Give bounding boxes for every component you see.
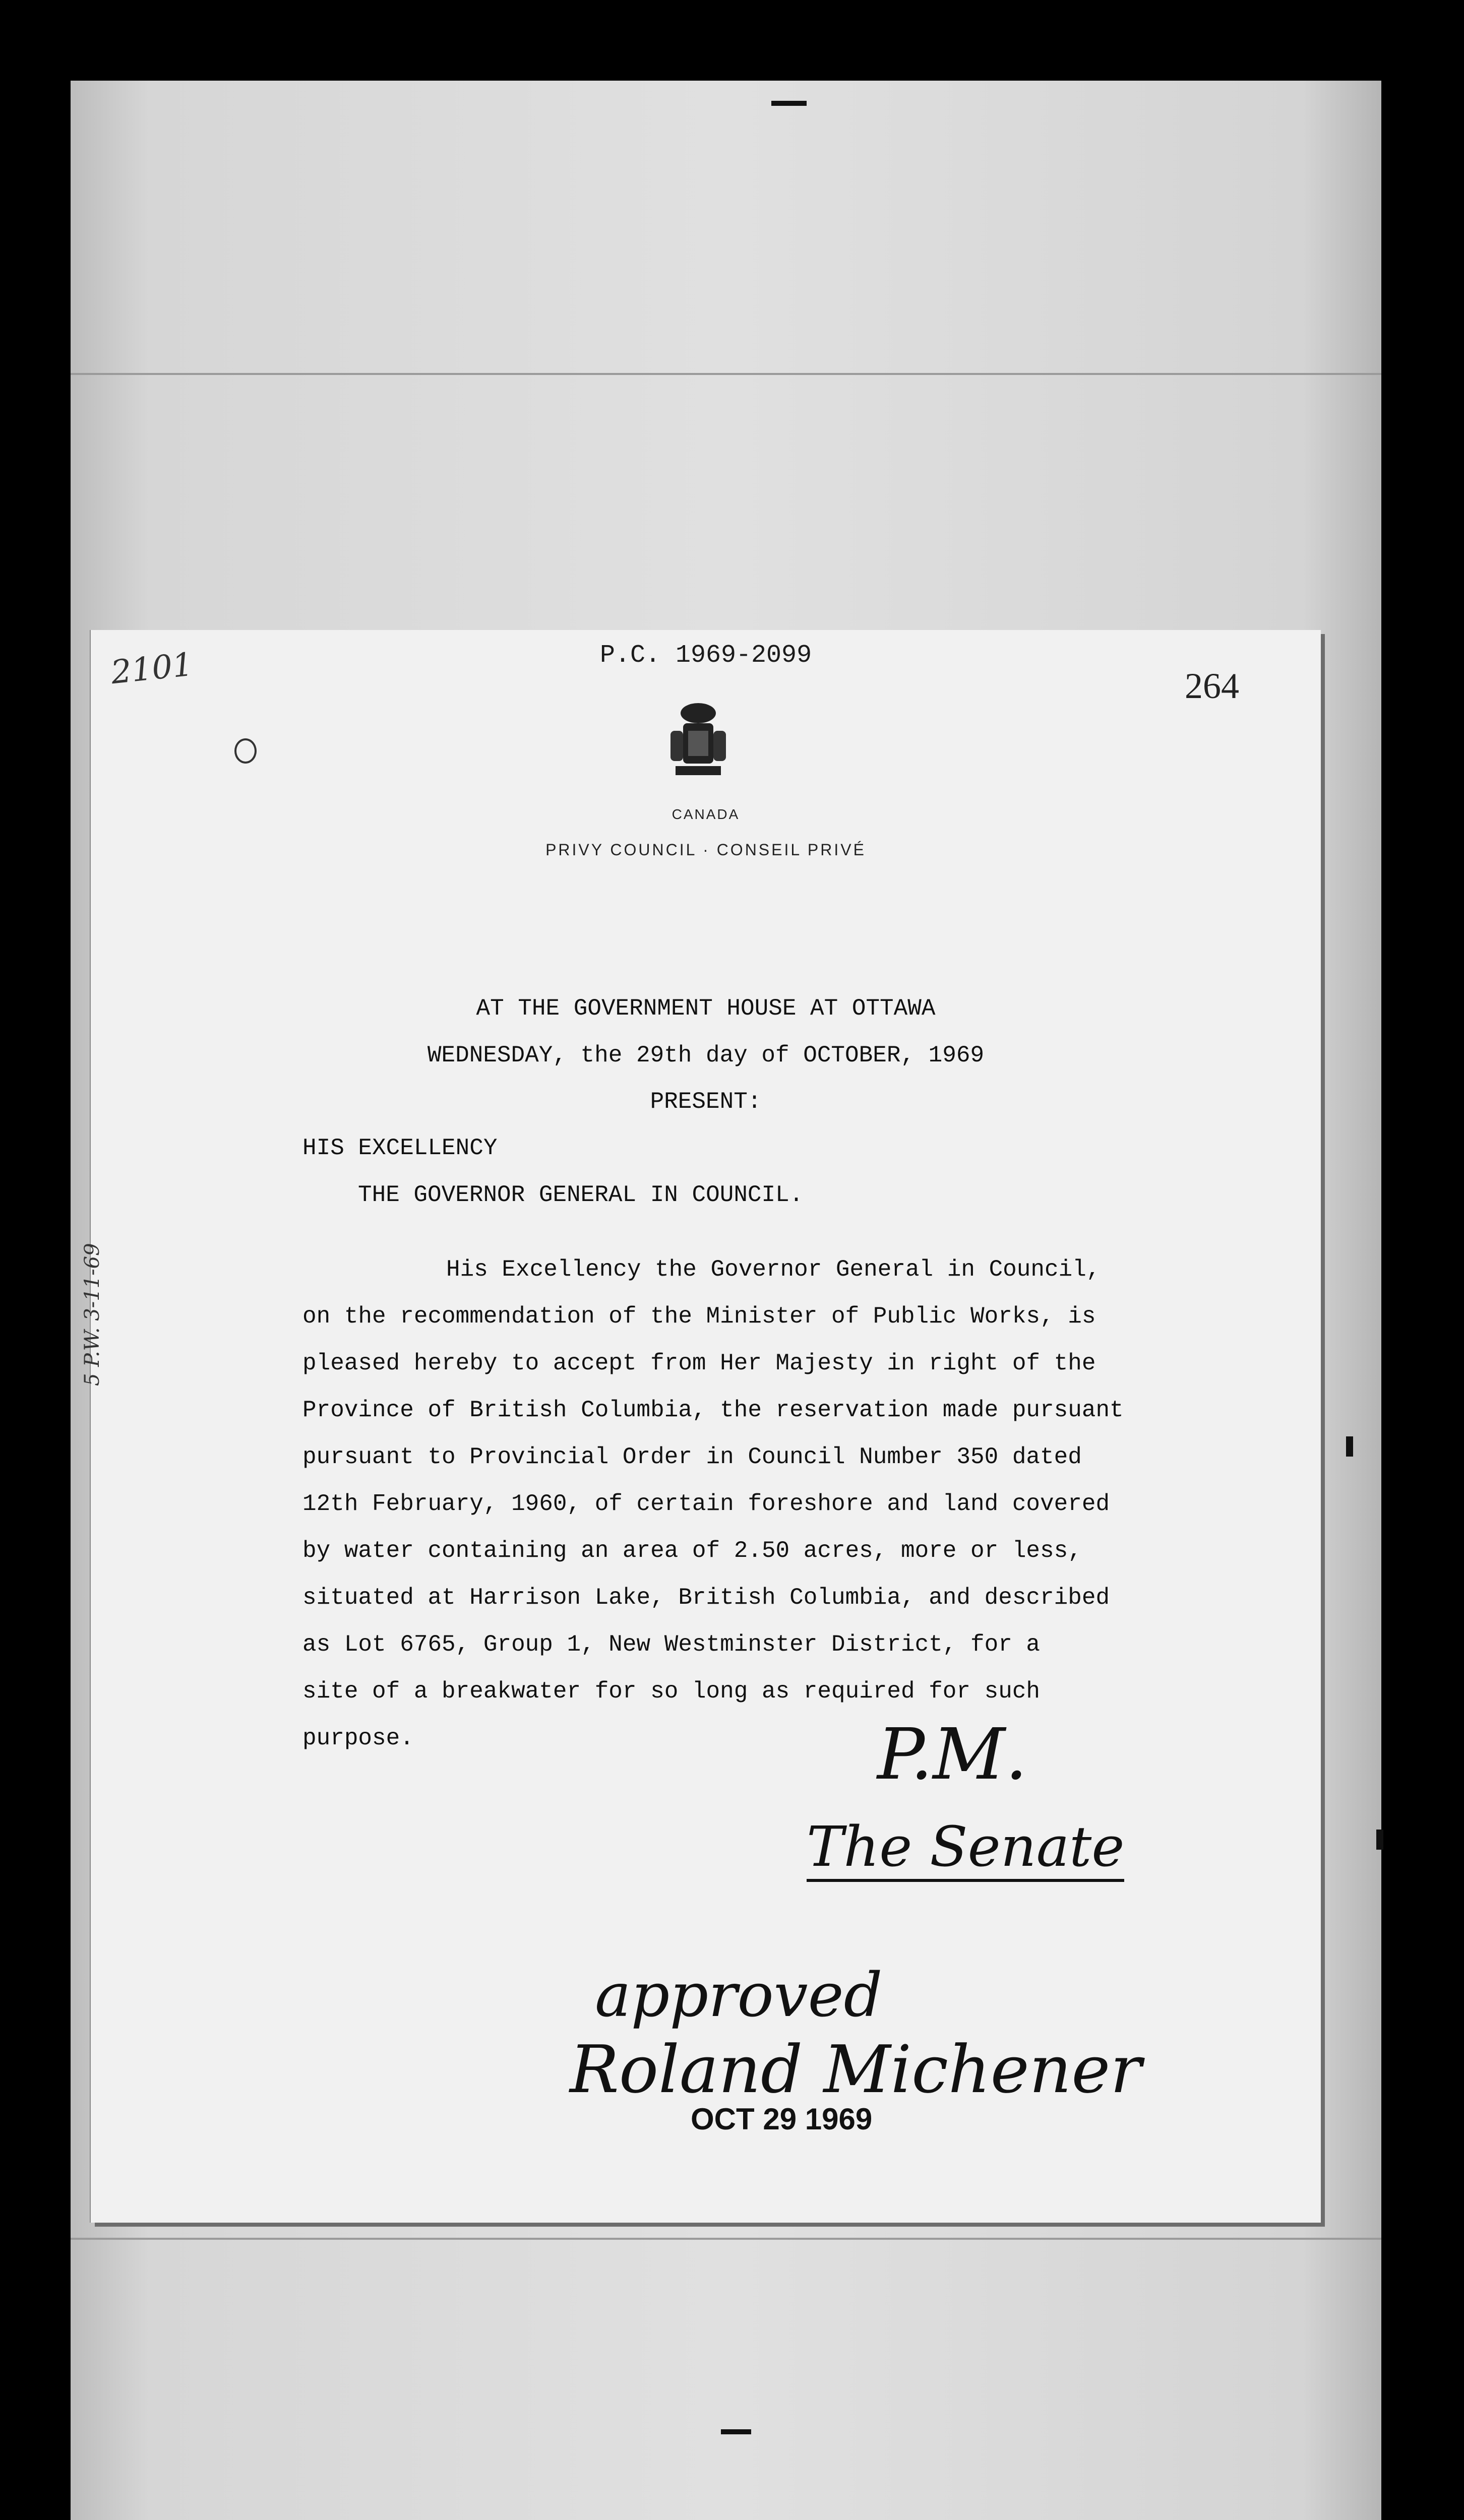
approval-word: approved (595, 1961, 883, 2031)
body-line: 12th February, 1960, of certain foreshore and land covered (302, 1491, 1110, 1517)
addressee-line: THE GOVERNOR GENERAL IN COUNCIL. (358, 1182, 804, 1208)
signature: Roland Michener (570, 2031, 1142, 2108)
film-mark (1346, 1436, 1353, 1457)
body-line: situated at Harrison Lake, British Columbia, and described (302, 1585, 1110, 1611)
present-line: PRESENT: (650, 1089, 762, 1115)
order-in-council-sheet (81, 630, 1321, 2223)
body-line: as Lot 6765, Group 1, New Westminster District, for a (302, 1631, 1041, 1658)
reference-number: P.C. 1969-2099 (600, 641, 812, 670)
punch-hole (234, 738, 257, 764)
initials: P.M. (877, 1714, 1028, 1796)
date-line: WEDNESDAY, the 29th day of OCTOBER, 1969 (427, 1042, 985, 1068)
film-divider (71, 373, 1381, 375)
film-mark (1376, 1830, 1383, 1850)
margin-number: 2101 (109, 646, 195, 692)
film-tick (721, 2429, 751, 2434)
addressee-line: HIS EXCELLENCY (302, 1135, 498, 1161)
body-line: purpose. (302, 1725, 414, 1751)
body-line: by water containing an area of 2.50 acres, more or less, (302, 1538, 1082, 1564)
body-line: pleased hereby to accept from Her Majesty in right of the (302, 1350, 1096, 1376)
country-header: CANADA (672, 806, 740, 822)
date-stamp: OCT 29 1969 (691, 2102, 873, 2136)
body-line: His Excellency the Governor General in Council, (446, 1256, 1101, 1283)
crest-icon (660, 701, 736, 786)
margin-note: 5 P.W. 3-11-69 (81, 1243, 104, 1386)
page-number: 264 (1185, 666, 1239, 706)
body-line: site of a breakwater for so long as required for such (302, 1678, 1041, 1705)
film-divider (71, 2238, 1381, 2240)
film-tick (771, 101, 807, 106)
handwritten-note: The Senate (807, 1814, 1124, 1882)
body-line: pursuant to Provincial Order in Council Number 350 dated (302, 1444, 1082, 1470)
body-line: Province of British Columbia, the reservation made pursuant (302, 1397, 1124, 1423)
body-line: on the recommendation of the Minister of Public Works, is (302, 1303, 1096, 1330)
place-line: AT THE GOVERNMENT HOUSE AT OTTAWA (476, 995, 936, 1022)
council-header: PRIVY COUNCIL · CONSEIL PRIVÉ (545, 841, 866, 859)
